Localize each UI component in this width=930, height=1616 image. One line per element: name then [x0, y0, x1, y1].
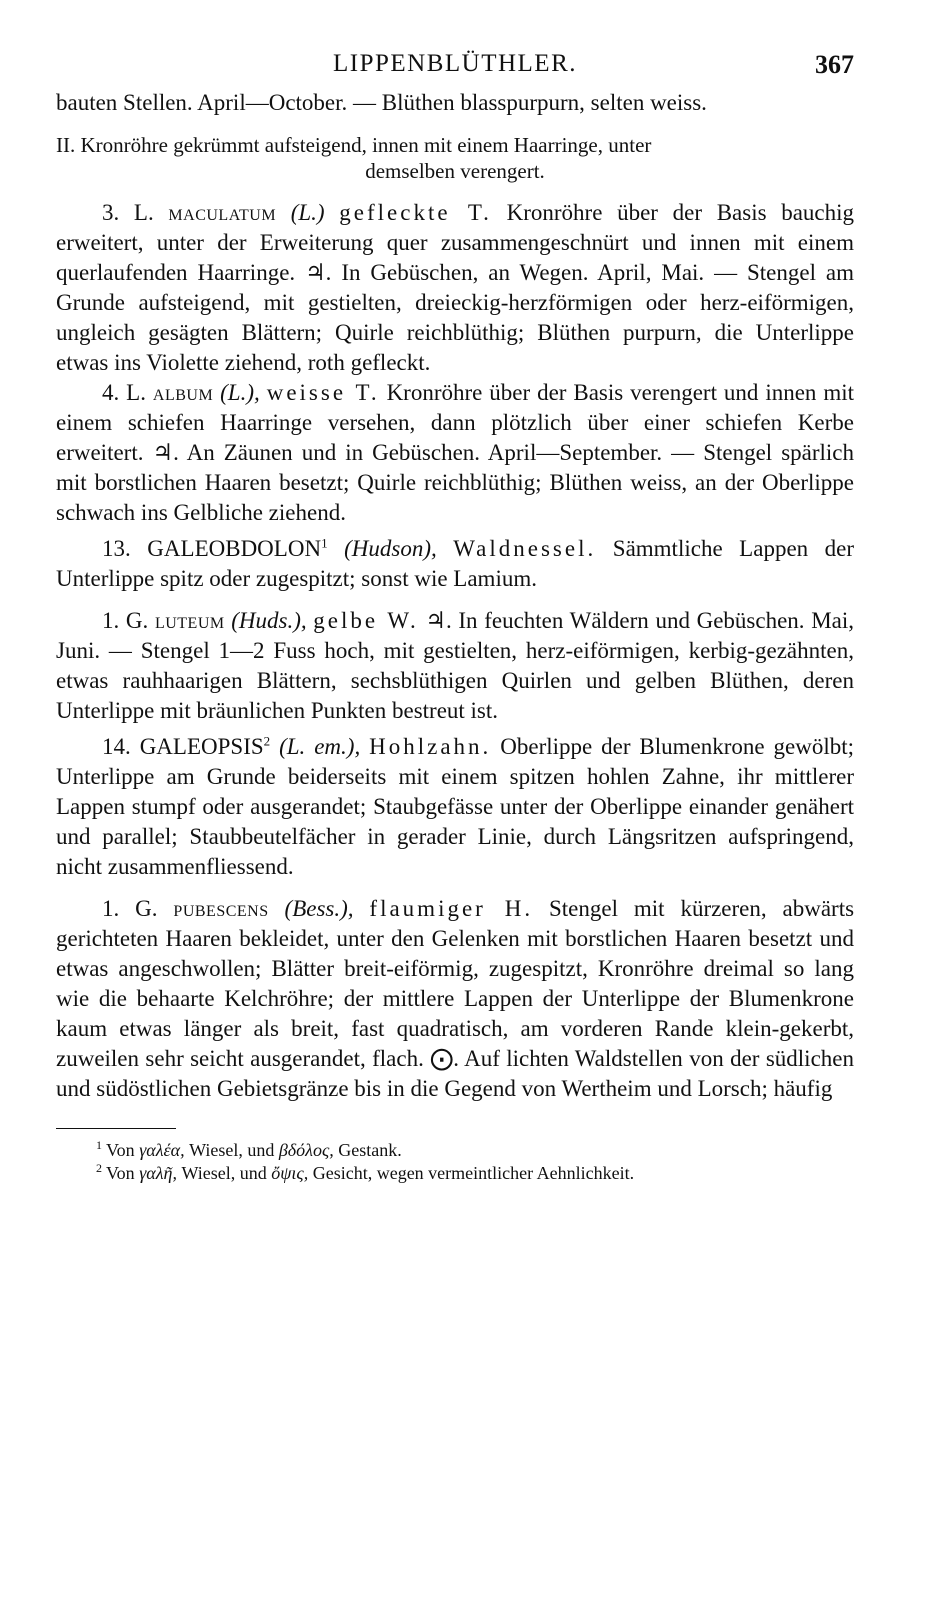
- footnote-text: Gestank.: [338, 1140, 402, 1160]
- species-name: luteum: [154, 608, 225, 633]
- body-text: [56, 88, 854, 1104]
- species-description: Stengel mit kürzeren, abwärts gerichteten Haaren bekleidet, unter den Gelenken mit borstlichen Haaren besetzt und etwas angeschwollen; Blätter breit-eiförmig, zugespitzt, Kronröhre dreimal so lang wie die behaarte Kelchröhre; der mittlere Lappen der Unterlippe der Blumenkrone kaum etwas länger als breit, fast quadratisch, am vorderen Rande klein-gekerbt, zuweilen sehr seicht ausgerandet, flach. ⨀. Auf lichten Waldstellen von der südlichen und südöstlichen Gebietsgränze bis in die Gegend von Wertheim und Lorsch; häufig: [56, 896, 855, 1101]
- species-number: 4. L.: [102, 380, 146, 405]
- book-page: [56, 44, 854, 1185]
- genus-author: (L. em.),: [279, 734, 361, 759]
- species-author: (Bess.),: [284, 896, 354, 921]
- footnotes: [56, 1139, 854, 1185]
- continuation-paragraph: bauten Stellen. April—October. — Blüthen blasspurpurn, selten weiss.: [56, 90, 707, 115]
- species-common-name: flaumiger H.: [369, 896, 534, 921]
- footnote-text: Von: [106, 1163, 135, 1183]
- species-author: (L.): [290, 200, 325, 225]
- species-number: 1. G.: [102, 896, 158, 921]
- footnote-text: Wiesel, und: [181, 1163, 267, 1183]
- running-title: LIPPENBLÜTHLER.: [332, 50, 578, 77]
- species-name: maculatum: [168, 200, 277, 225]
- section-heading-line-1: II. Kronröhre gekrümmt aufsteigend, innen mit einem Haarringe, unter: [56, 133, 652, 157]
- genus-common-name: Hohlzahn.: [369, 734, 492, 759]
- section-heading-line-2: demselben verengert.: [365, 159, 545, 183]
- species-name: album: [152, 380, 214, 405]
- footnote-2: [56, 1162, 854, 1185]
- species-entry-album: [56, 378, 854, 528]
- genus-description: Sämmtliche Lappen der Unterlippe spitz oder zugespitzt; sonst wie Lamium.: [56, 536, 855, 591]
- footnote-number: 2: [96, 1161, 102, 1175]
- species-description: Kronröhre über der Basis verengert und innen mit einem schiefen Haarringe versehen, dann plötzlich über einer schiefen Kerbe erweitert. ♃. An Zäunen und in Gebüschen. April—September. — Stengel spärlich mit borstlichen Haaren besetzt; Quirle reichblüthig; Blüthen weiss, an der Oberlippe schwach ins Gelbliche ziehend.: [56, 380, 855, 525]
- genus-author: (Hudson),: [344, 536, 437, 561]
- page-header: [56, 44, 854, 88]
- greek-word: γαλέα,: [139, 1140, 185, 1160]
- species-common-name: gelbe W.: [313, 608, 419, 633]
- footnote-text: Von: [106, 1140, 135, 1160]
- genus-entry-galeopsis: [56, 732, 854, 882]
- species-author: (Huds.),: [231, 608, 307, 633]
- footnote-1: [56, 1139, 854, 1162]
- species-entry-luteum: [56, 606, 854, 726]
- genus-description: Oberlippe der Blumenkrone gewölbt; Unterlippe am Grunde beiderseits mit einem spitzen hohlen Zahne, ihr mittlerer Lappen stumpf oder ausgerandet; Staubgefässe unter der Oberlippe einander genähert und parallel; Staubbeutelfächer in gerader Linie, durch Längsritzen aufspringend, nicht zusammenfliessend.: [56, 734, 855, 879]
- greek-word: βδόλος,: [278, 1140, 334, 1160]
- greek-word: ὄψις,: [271, 1163, 309, 1183]
- section-heading: [56, 132, 854, 184]
- footnote-number: 1: [96, 1138, 102, 1152]
- genus-entry-galeobdolon: [56, 534, 854, 594]
- page-number: 367: [815, 50, 854, 79]
- greek-word: γαλῆ,: [139, 1163, 177, 1183]
- species-name: pubescens: [173, 896, 269, 921]
- genus-number: 14.: [102, 734, 131, 759]
- footnote-text: Gesicht, wegen vermeintlicher Aehnlichkeit.: [312, 1163, 635, 1183]
- genus-name: GALEOBDOLON: [147, 536, 322, 561]
- genus-common-name: Waldnessel.: [453, 536, 597, 561]
- footnote-marker: 1: [321, 535, 328, 551]
- species-number: 3. L.: [102, 200, 154, 225]
- footnote-divider: [56, 1128, 176, 1129]
- species-entry-pubescens: [56, 894, 854, 1104]
- footnote-marker: 2: [263, 733, 271, 749]
- species-description: ♃. In feuchten Wäldern und Gebüschen. Mai, Juni. — Stengel 1—2 Fuss hoch, mit gestielten, herz-eiförmigen, kerbig-gezähnten, etwas rauhhaarigen Blättern, sechsblüthigen Quirlen und gelben Blüthen, deren Unterlippe mit bräunlichen Punkten bestreut ist.: [56, 608, 854, 723]
- species-author: (L.),: [220, 380, 260, 405]
- footnote-text: Wiesel, und: [189, 1140, 275, 1160]
- species-common-name: gefleckte T.: [339, 200, 492, 225]
- species-number: 1. G.: [102, 608, 149, 633]
- species-description: Kronröhre über der Basis bauchig erweitert, unter der Erweiterung quer zusammengeschnürt und innen mit einem querlaufenden Haarringe. ♃. In Gebüschen, an Wegen. April, Mai. — Stengel am Grunde aufsteigend, mit gestielten, dreieckig-herzförmigen oder herz-eiförmigen, ungleich gesägten Blättern; Quirle reichblüthig; Blüthen purpurn, die Unterlippe etwas ins Violette ziehend, roth gefleckt.: [56, 200, 855, 375]
- genus-name: GALEOPSIS: [139, 734, 264, 759]
- species-common-name: weisse T.: [266, 380, 380, 405]
- species-entry-maculatum: [56, 198, 854, 378]
- genus-number: 13.: [102, 536, 131, 561]
